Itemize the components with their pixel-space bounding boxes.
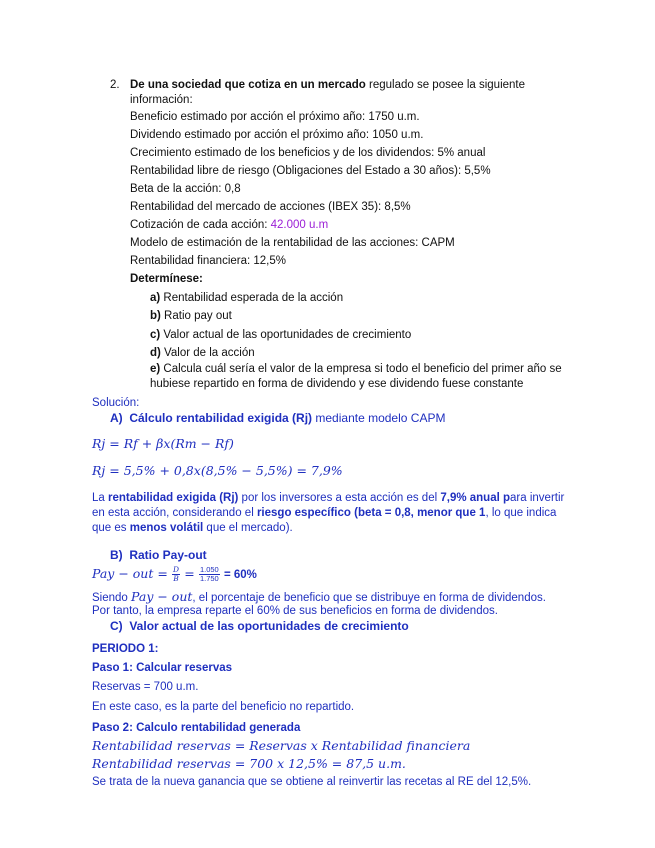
price-line (130, 218, 328, 232)
fraction-d-b (172, 566, 180, 583)
intro-rest: regulado se posee la siguiente (365, 79, 526, 91)
formula-rentabilidad: Rentabilidad reservas = Reservas x Rentabilidad financiera (92, 738, 471, 753)
data-line: Rentabilidad libre de riesgo (Obligaciones del Estado a 30 años): 5,5% (130, 165, 491, 177)
intro-line2: información: (130, 94, 193, 106)
task-e (150, 362, 562, 376)
formula-capm: Rj = Rf + βx(Rm − Rf) (92, 436, 234, 451)
task-text: Rentabilidad esperada de la acción (160, 292, 344, 304)
solution-label: Solución: (92, 397, 140, 409)
question-intro (130, 78, 525, 92)
text: Siendo (92, 592, 132, 604)
task-letter: b) (150, 310, 161, 322)
text: La (92, 492, 108, 504)
task-text: Calcula cuál sería el valor de la empresa si todo el beneficio del primer año se (160, 363, 562, 375)
paso1-label: Paso 1: Calcular reservas (92, 662, 233, 674)
section-letter: A) (110, 411, 123, 425)
b-paragraph-line1 (92, 590, 546, 605)
text-bold: riesgo específico ( (256, 507, 358, 519)
data-line: Crecimiento estimado de los beneficios y de los dividendos: 5% anual (130, 147, 486, 159)
text-bold: 7,9% anual p (440, 492, 511, 504)
text-bold: beta = 0,8, menor que 1 (357, 507, 486, 519)
text-math: Pay − out (131, 589, 193, 604)
text: en esta acción, considerando el (92, 507, 257, 519)
a-paragraph-line2 (92, 506, 556, 520)
fraction-values (199, 566, 220, 583)
reservas-note: En este caso, es la parte del beneficio no repartido. (92, 701, 355, 713)
text: , lo que indica (485, 507, 557, 519)
task-b (150, 309, 232, 323)
task-text: Valor actual de las oportunidades de crecimiento (160, 329, 412, 341)
price-value: 42.000 u.m (270, 219, 329, 231)
section-b-title: Ratio Pay-out (129, 548, 207, 562)
task-e-line2: hubiese repartido en forma de dividendo y ese dividendo fuese constante (150, 378, 524, 390)
section-b-heading (110, 548, 207, 562)
task-c (150, 328, 411, 342)
text: que es (92, 522, 130, 534)
formula-payout: Pay − out = $\frac{D}{B}$ = $\frac{1.050}{1.750}$ = 60% (92, 565, 257, 584)
task-text: Ratio pay out (160, 310, 232, 322)
payout-result: = 60% (223, 569, 257, 581)
determine-label: Determínese: (130, 273, 203, 285)
task-letter: d) (150, 347, 161, 359)
price-label: Cotización de cada acción: (130, 219, 271, 231)
periodo-label: PERIODO 1: (92, 643, 159, 655)
task-letter: a) (150, 292, 161, 304)
text: por los inversores a esta acción es del (238, 492, 441, 504)
section-a-title-bold: Cálculo rentabilidad exigida (Rj) (129, 411, 313, 425)
denominator: 1.750 (199, 574, 219, 584)
section-letter: B) (110, 548, 123, 562)
b-paragraph-line2: Por tanto, la empresa reparte el 60% de sus beneficios en forma de dividendos. (92, 605, 498, 617)
section-c-title: Valor actual de las oportunidades de crecimiento (129, 619, 409, 633)
task-letter: e) (150, 363, 161, 375)
final-line: Se trata de la nueva ganancia que se obtiene al reinvertir las recetas al RE del 12,5%. (92, 776, 532, 788)
formula-capm-values: Rj = 5,5% + 0,8x(8,5% − 5,5%) = 7,9% (92, 463, 343, 478)
section-a-heading (110, 411, 445, 425)
data-line: Rentabilidad del mercado de acciones (IBEX 35): 8,5% (130, 201, 411, 213)
data-line: Beneficio estimado por acción el próximo año: 1750 u.m. (130, 111, 420, 123)
text-bold: rentabilidad exigida (Rj) (108, 492, 239, 504)
section-c-heading (110, 619, 409, 633)
task-text: Valor de la acción (160, 347, 255, 359)
data-line: Beta de la acción: 0,8 (130, 183, 241, 195)
denominator: B (173, 574, 179, 584)
section-a-title-rest: mediante modelo CAPM (312, 411, 446, 425)
text: que el mercado). (203, 522, 293, 534)
intro-bold: De una sociedad que cotiza en un mercado (130, 79, 366, 91)
section-letter: C) (110, 619, 123, 633)
formula-lhs: Pay − out = (92, 566, 168, 581)
text-bold: menos volátil (129, 522, 204, 534)
formula-rentabilidad-values: Rentabilidad reservas = 700 x 12,5% = 87,5 u.m. (92, 756, 406, 771)
data-line: Dividendo estimado por acción el próximo año: 1050 u.m. (130, 129, 424, 141)
task-letter: c) (150, 329, 161, 341)
numerator: 1.050 (199, 565, 219, 575)
model-line: Modelo de estimación de la rentabilidad de las acciones: CAPM (130, 237, 455, 249)
task-d (150, 346, 255, 360)
fin-line: Rentabilidad financiera: 12,5% (130, 255, 286, 267)
question-number: 2. (110, 79, 120, 91)
paso2-label: Paso 2: Calculo rentabilidad generada (92, 722, 301, 734)
a-paragraph-line1 (92, 491, 564, 505)
text: ara invertir (510, 492, 565, 504)
task-a (150, 291, 343, 305)
a-paragraph-line3 (92, 521, 293, 535)
reservas-line: Reservas = 700 u.m. (92, 681, 199, 693)
text: , el porcentaje de beneficio que se distribuye en forma de dividendos. (192, 592, 546, 604)
numerator: D (173, 565, 180, 575)
